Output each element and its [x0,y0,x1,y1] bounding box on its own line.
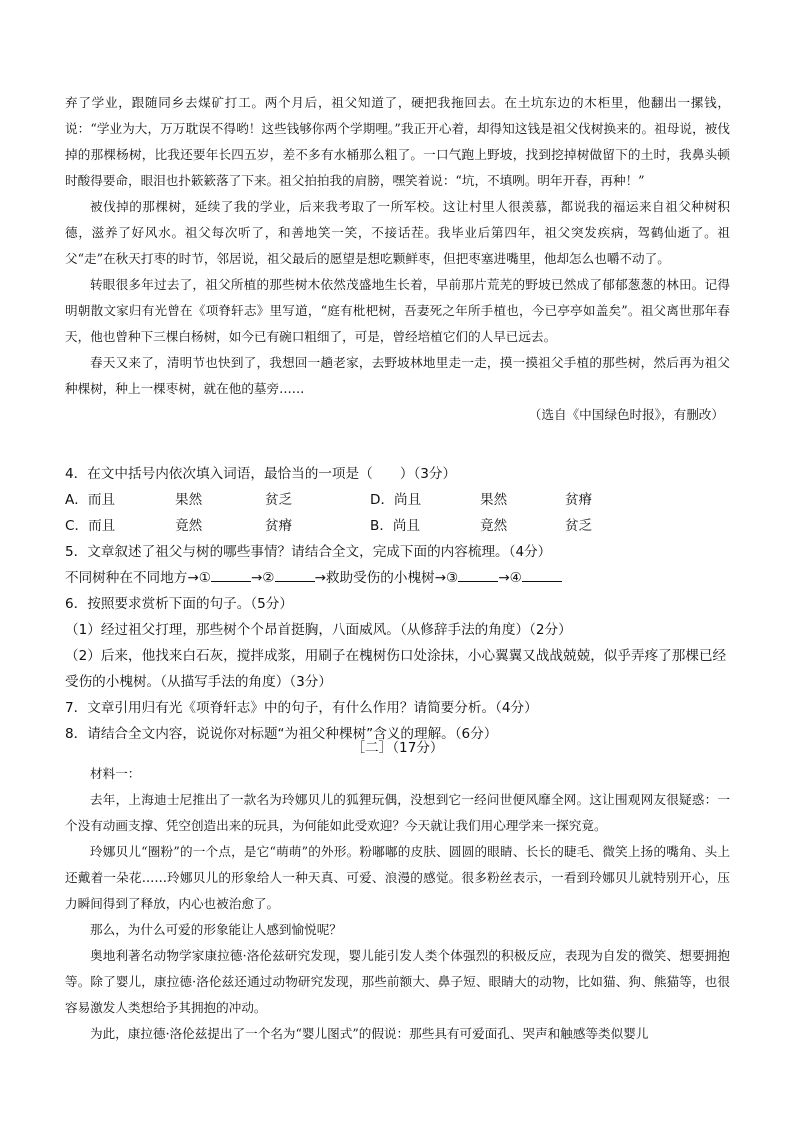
answer-blank-3[interactable] [458,567,498,582]
question-6: 6．按照要求赏析下面的句子。（5分） [65,596,293,612]
question-4: 4．在文中括号内依次填入词语，最恰当的一项是（ ）（3分） [65,466,457,482]
answer-blank-1[interactable] [211,567,251,582]
flow-start: 不同树种在不同地方→① [65,570,211,586]
question-4-options-row-2 [65,513,730,539]
option-a-word-1: A．而且 [65,492,116,508]
question-6-part-1: （1）经过祖父打理，那些树个个昂首挺胸，八面威风。（从修辞手法的角度）（2分） [65,622,572,638]
option-b-word-3: 贫乏 [565,518,593,534]
passage-continued [65,90,730,428]
question-6-part-2: （2）后来，他找来白石灰，搅拌成浆，用刷子在槐树伤口处涂抹，小心翼翼又战战兢兢，似乎弄疼了那棵已经受伤的小槐树。（从描写手法的角度）（3分） [65,648,727,690]
question-8: 8．请结合全文内容，说说你对标题“为祖父种棵树”含义的理解。（6分） [65,726,498,742]
questions-section [65,461,730,747]
passage-paragraph-3: 转眼很多年过去了，祖父所植的那些树木依然茂盛地生长着，早前那片荒芜的野坡已然成了郁郁葱葱的林田。记得明朝散文家归有光曾在《项脊轩志》里写道，“庭有枇杷树，吾妻死之年所手植也，今已亭亭如盖矣”。祖父离世那年春天，他也曾种下三棵白杨树，如今已有碗口粗细了，可是，曾经培植它们的人早已远去。 [65,277,730,344]
option-b-word-1: B．尚且 [370,518,421,534]
section-2-title: ［二］（17分） [351,740,444,756]
option-c-word-3: 贫瘠 [265,518,293,534]
passage-paragraph-4: 春天又来了，清明节也快到了，我想回一趟老家，去野坡林地里走一走，摸一摸祖父手植的那些树，然后再为祖父种棵树，种上一棵枣树，就在他的墓旁…… [65,355,730,396]
question-5-flow [65,565,730,591]
material-1-paragraph-1: 去年，上海迪士尼推出了一款名为玲娜贝儿的狐狸玩偶，没想到它一经问世便风靡全网。这让围观网友很疑惑：一个没有动画支撑、凭空创造出来的玩具，为何能如此受欢迎？今天就让我们用心理学来一探究竟。 [65,792,730,833]
passage-paragraph-2: 被伐掉的那棵树，延续了我的学业，后来我考取了一所军校。这让村里人很羡慕，都说我的福运来自祖父种树积德，滋养了好风水。祖父每次听了，和善地笑一笑，不接话茬。我毕业后第四年，祖父突发疾病，驾鹤仙逝了。祖父“走”在秋天打枣的时节，邻居说，祖父最后的愿望是想吃颗鲜枣，但把枣塞进嘴里，他却怎么也嚼不动了。 [65,199,730,266]
flow-arrow-2: →② [250,570,275,586]
flow-middle: →救助受伤的小槐树→③ [314,570,459,586]
material-1-paragraph-3: 那么，为什么可爱的形象能让人感到愉悦呢？ [90,922,342,937]
option-c-word-2: 竟然 [175,518,203,534]
option-d-word-3: 贫瘠 [565,492,593,508]
option-a-word-3: 贫乏 [265,492,293,508]
question-4-options-row-1 [65,487,730,513]
answer-blank-4[interactable] [522,567,562,582]
material-1-paragraph-4: 奥地利著名动物学家康拉德·洛伦兹研究发现，婴儿能引发人类个体强烈的积极反应，表现为自发的微笑、想要拥抱等。除了婴儿，康拉德·洛伦兹还通过动物研究发现，那些前额大、鼻子短、眼睛大的动物，比如猫、狗、熊猫等，也很容易激发人类想给予其拥抱的冲动。 [65,948,730,1015]
flow-arrow-4: →④ [498,570,522,586]
material-1-paragraph-2: 玲娜贝儿“圈粉”的一个点，是它“萌萌”的外形。粉嘟嘟的皮肤、圆圆的眼睛、长长的睫毛、微笑上扬的嘴角、头上还戴着一朵花……玲娜贝儿的形象给人一种天真、可爱、浪漫的感觉。很多粉丝表示，一看到玲娜贝儿就特别开心，压力瞬间得到了释放，内心也被治愈了。 [65,844,730,911]
option-d-word-2: 果然 [480,492,508,508]
material-1-label: 材料一： [90,766,141,781]
answer-blank-2[interactable] [275,567,315,582]
material-1-paragraph-5: 为此，康拉德·洛伦兹提出了一个名为“婴儿图式”的假说：那些具有可爱面孔、哭声和触感等类似婴儿 [90,1026,649,1041]
passage-paragraph-1: 弃了学业，跟随同乡去煤矿打工。两个月后，祖父知道了，硬把我拖回去。在土坑东边的木柜里，他翻出一摞钱，说：“学业为大，万万耽误不得哟！这些钱够你两个学期哩。”我正开心着，却得知这钱是祖父伐树换来的。祖母说，被伐掉的那棵杨树，比我还要年长四五岁，差不多有水桶那么粗了。一口气跑上野坡，找到挖掉树做留下的土时，我鼻头顿时酸得要命，眼泪也扑簌簌落了下来。祖父拍拍我的肩膀，嘿笑着说：“坑，不填咧。明年开春，再种！” [65,95,730,188]
question-5: 5．文章叙述了祖父与树的哪些事情？请结合全文，完成下面的内容梳理。（4分） [65,544,552,560]
option-c-word-1: C．而且 [65,518,116,534]
option-a-word-2: 果然 [175,492,203,508]
option-d-word-1: D．尚且 [370,492,422,508]
option-b-word-2: 竟然 [480,518,508,534]
section-2 [65,735,730,1047]
question-7: 7．文章引用归有光《项脊轩志》中的句子，有什么作用？请简要分析。（4分） [65,700,538,716]
passage-source: （选自《中国绿色时报》，有删改） [528,407,724,422]
